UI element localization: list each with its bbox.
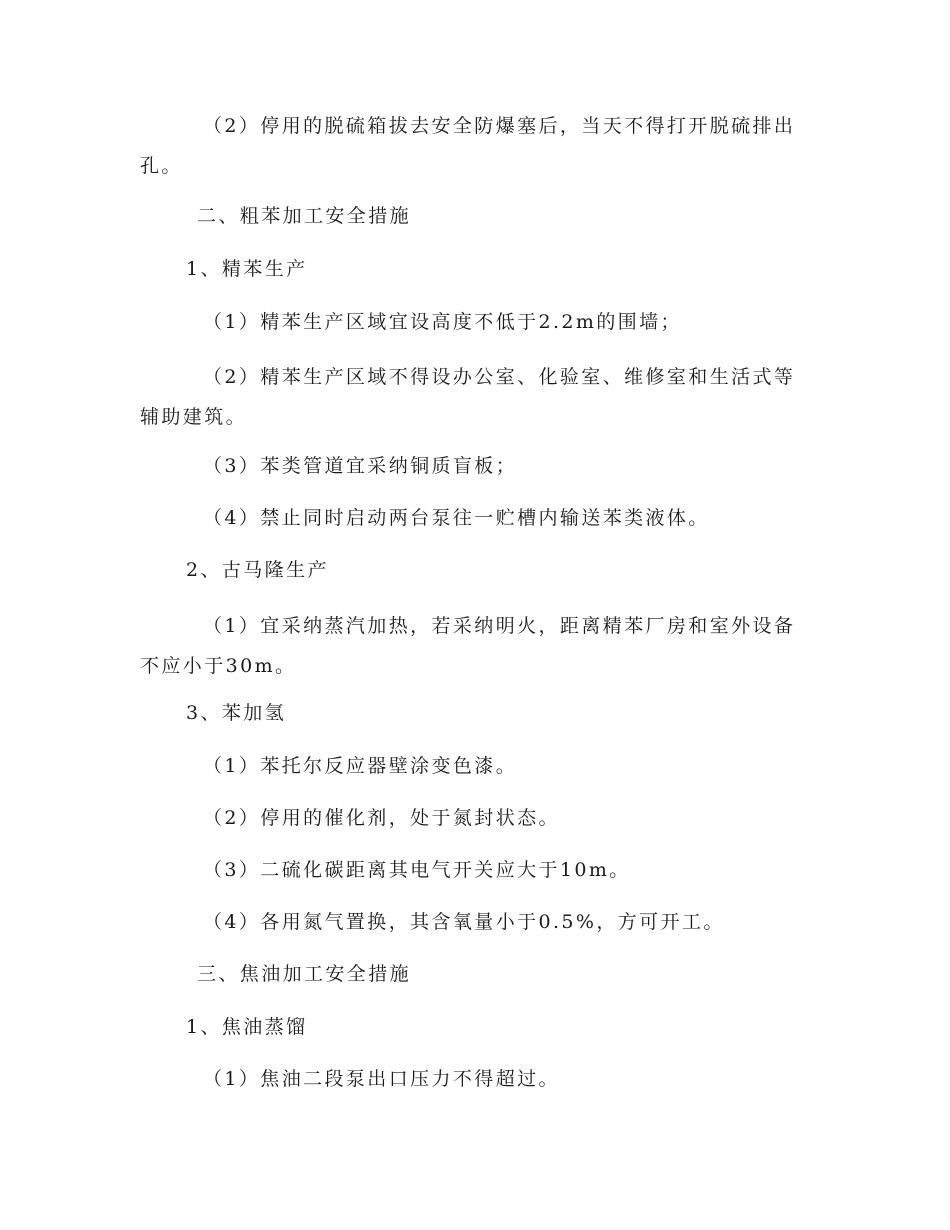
paragraph-pump-restriction: （4）禁止同时启动两台泵往一贮槽内输送苯类液体。: [203, 507, 710, 529]
subsection-heading-tar-distillation: 1、焦油蒸馏: [186, 1016, 308, 1038]
paragraph-copper-blind-plate: （3）苯类管道宜采纳铜质盲板；: [203, 455, 518, 477]
paragraph-no-office-buildings: （2）精苯生产区域不得设办公室、化验室、维修室和生活式等辅助建筑。: [140, 366, 796, 428]
paragraph-carbon-disulfide: （3）二硫化碳距离其电气开关应大于10m。: [203, 859, 631, 881]
paragraph-reactor-paint: （1）苯托尔反应器壁涂变色漆。: [203, 755, 518, 777]
section-heading-crude-benzene: 二、粗苯加工安全措施: [197, 205, 412, 227]
subsection-heading-hydrogenation: 3、苯加氢: [186, 702, 287, 724]
subsection-heading-coumarone: 2、古马隆生产: [186, 559, 329, 581]
section-heading-tar-processing: 三、焦油加工安全措施: [197, 963, 412, 985]
subsection-heading-refined-benzene: 1、精苯生产: [186, 258, 308, 280]
paragraph-nitrogen-replacement: （4）各用氮气置换，其含氧量小于0.5%，方可开工。: [203, 911, 725, 933]
paragraph-pump-pressure: （1）焦油二段泵出口压力不得超过。: [203, 1068, 560, 1090]
paragraph-desulfurization-box: （2）停用的脱硫箱拔去安全防爆塞后，当天不得打开脱硫排出孔。: [140, 115, 796, 177]
paragraph-fence-height: （1）精苯生产区域宜设高度不低于2.2m的围墙；: [203, 311, 682, 333]
paragraph-steam-heating: （1）宜采纳蒸汽加热，若采纳明火，距离精苯厂房和室外设备不应小于30m。: [140, 615, 796, 677]
paragraph-catalyst-nitrogen: （2）停用的催化剂，处于氮封状态。: [203, 807, 560, 829]
